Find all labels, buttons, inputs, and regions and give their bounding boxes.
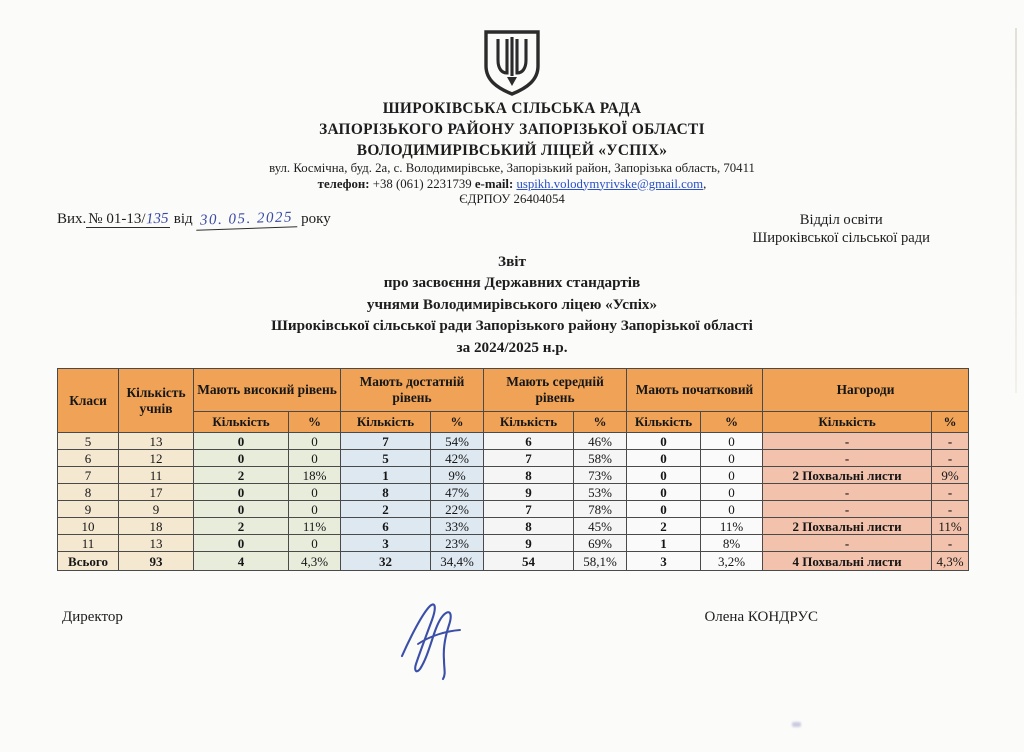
org-name-line: ВОЛОДИМИРІВСЬКИЙ ЛІЦЕЙ «УСПІХ» <box>356 142 668 159</box>
footer-row <box>0 609 1024 626</box>
table-cell: 2 <box>194 467 289 484</box>
table-cell: 45% <box>574 518 627 535</box>
table-cell: 18% <box>289 467 341 484</box>
table-cell: 58% <box>574 450 627 467</box>
table-cell: 11% <box>289 518 341 535</box>
table-cell: 0 <box>701 501 763 518</box>
ref-suffix: року <box>297 210 331 227</box>
scan-edge-artifact <box>1015 28 1017 393</box>
recipient-line: Відділ освіти <box>799 211 883 228</box>
table-cell: 12 <box>119 450 194 467</box>
table-cell: 11% <box>701 518 763 535</box>
column-subheader: % <box>431 412 484 433</box>
table-cell: - <box>932 450 969 467</box>
table-cell: 11 <box>119 467 194 484</box>
table-cell: 4,3% <box>289 552 341 571</box>
table-cell: - <box>763 501 932 518</box>
director-name: Олена КОНДРУС <box>704 609 818 625</box>
column-group-header: Мають високий рівень <box>194 369 341 412</box>
table-cell: 13 <box>119 535 194 552</box>
table-cell: 8 <box>341 484 431 501</box>
table-cell: 11% <box>932 518 969 535</box>
column-subheader: % <box>289 412 341 433</box>
column-group-header: Мають початковий <box>627 369 763 412</box>
table-cell: 47% <box>431 484 484 501</box>
table-cell: 5 <box>341 450 431 467</box>
column-subheader: Кількість <box>763 412 932 433</box>
table-cell: 0 <box>194 501 289 518</box>
table-cell: 0 <box>627 484 701 501</box>
table-row <box>58 484 969 501</box>
table-cell: - <box>932 484 969 501</box>
table-cell: 1 <box>341 467 431 484</box>
contact-line <box>0 177 1024 193</box>
table-cell: 23% <box>431 535 484 552</box>
table-cell: 9 <box>484 535 574 552</box>
table-cell: 11 <box>58 535 119 552</box>
table-cell: 0 <box>627 467 701 484</box>
table-cell: - <box>763 450 932 467</box>
ukraine-trident-emblem <box>481 28 543 98</box>
column-group-header: Мають середній рівень <box>484 369 627 412</box>
table-cell: 73% <box>574 467 627 484</box>
table-cell: 2 <box>341 501 431 518</box>
address-line: вул. Космічна, буд. 2а, с. Володимирівське, Запорізький район, Запорізька область, 70411 <box>269 161 755 175</box>
table-row <box>58 433 969 450</box>
table-cell: 42% <box>431 450 484 467</box>
title-line: Широківської сільської ради Запорізького району Запорізької області <box>271 317 753 334</box>
report-table <box>57 368 969 571</box>
table-cell: 53% <box>574 484 627 501</box>
table-row <box>58 535 969 552</box>
director-signature <box>388 600 480 682</box>
table-header-row <box>58 369 969 412</box>
phone-label: телефон: <box>317 176 370 191</box>
table-cell: 9 <box>484 484 574 501</box>
table-cell: 18 <box>119 518 194 535</box>
table-cell: - <box>763 535 932 552</box>
table-cell: 7 <box>341 433 431 450</box>
table-cell: 0 <box>289 535 341 552</box>
column-group-header: Кількість учнів <box>119 369 194 433</box>
table-cell: 33% <box>431 518 484 535</box>
table-cell: - <box>763 484 932 501</box>
column-group-header: Нагороди <box>763 369 969 412</box>
table-cell: 93 <box>119 552 194 571</box>
table-cell: 78% <box>574 501 627 518</box>
table-cell: 7 <box>58 467 119 484</box>
emblem-wrapper <box>0 28 1024 98</box>
table-cell: - <box>932 501 969 518</box>
table-cell: 4,3% <box>932 552 969 571</box>
table-cell: 0 <box>701 433 763 450</box>
table-cell: 0 <box>627 450 701 467</box>
column-subheader: Кількість <box>194 412 289 433</box>
table-row <box>58 501 969 518</box>
table-cell: 0 <box>701 484 763 501</box>
column-subheader: % <box>701 412 763 433</box>
table-row <box>58 450 969 467</box>
table-cell: 54% <box>431 433 484 450</box>
table-row <box>58 518 969 535</box>
table-cell: 8 <box>484 467 574 484</box>
table-cell: 8% <box>701 535 763 552</box>
table-cell: 2 <box>194 518 289 535</box>
table-cell: 9% <box>932 467 969 484</box>
table-cell: 7 <box>484 501 574 518</box>
recipient-block <box>752 211 930 248</box>
table-cell: 9% <box>431 467 484 484</box>
table-cell: 0 <box>194 484 289 501</box>
edrpou-line: ЄДРПОУ 26404054 <box>459 192 565 206</box>
table-cell: 9 <box>119 501 194 518</box>
column-subheader: Кількість <box>627 412 701 433</box>
ref-typed-number: № 01-13/ <box>88 210 146 227</box>
phone-number: +38 (061) 2231739 <box>372 176 472 191</box>
outgoing-number-line <box>57 208 331 229</box>
table-cell: 54 <box>484 552 574 571</box>
ref-between: від <box>170 210 197 227</box>
handwritten-date: 30. 05. 2025 <box>196 209 298 231</box>
director-label: Директор <box>62 609 123 625</box>
table-cell: 0 <box>289 501 341 518</box>
table-cell: 69% <box>574 535 627 552</box>
table-cell: 0 <box>701 450 763 467</box>
title-line: учнями Володимирівського ліцею «Успіх» <box>366 295 658 313</box>
table-cell: - <box>932 433 969 450</box>
table-cell: - <box>763 433 932 450</box>
table-cell: 10 <box>58 518 119 535</box>
column-group-header: Класи <box>58 369 119 433</box>
column-subheader: % <box>574 412 627 433</box>
table-cell: 2 <box>627 518 701 535</box>
scan-artifact <box>792 722 801 727</box>
table-cell: 0 <box>194 433 289 450</box>
table-cell: 6 <box>58 450 119 467</box>
table-cell: 17 <box>119 484 194 501</box>
table-subheader-row <box>58 412 969 433</box>
table-cell: 8 <box>58 484 119 501</box>
table-cell: 0 <box>627 433 701 450</box>
table-cell: 0 <box>289 450 341 467</box>
table-cell: Всього <box>58 552 119 571</box>
table-cell: 0 <box>289 484 341 501</box>
column-subheader: Кількість <box>484 412 574 433</box>
column-subheader: Кількість <box>341 412 431 433</box>
title-line: Звіт <box>498 252 526 270</box>
table-row <box>58 467 969 484</box>
table-cell: 58,1% <box>574 552 627 571</box>
org-name-line: ШИРОКІВСЬКА СІЛЬСЬКА РАДА <box>382 100 642 117</box>
table-cell: 7 <box>484 450 574 467</box>
recipient-line: Широківської сільської ради <box>752 230 930 246</box>
table-cell: 8 <box>484 518 574 535</box>
email-label: e-mail: <box>474 176 514 191</box>
table-cell: 13 <box>119 433 194 450</box>
column-subheader: % <box>932 412 969 433</box>
email-comma: , <box>703 176 707 191</box>
table-cell: 4 <box>194 552 289 571</box>
table-cell: 0 <box>194 450 289 467</box>
table-cell: 4 Похвальні листи <box>763 552 932 571</box>
table-cell: 34,4% <box>431 552 484 571</box>
table-cell: 3 <box>627 552 701 571</box>
table-cell: 5 <box>58 433 119 450</box>
table-cell: 0 <box>627 501 701 518</box>
title-line: про засвоєння Державних стандартів <box>383 274 641 291</box>
table-cell: 0 <box>194 535 289 552</box>
report-title <box>0 251 1024 359</box>
title-line: за 2024/2025 н.р. <box>456 338 568 356</box>
table-cell: 22% <box>431 501 484 518</box>
email-link[interactable]: uspikh.volodymyrivske@gmail.com <box>516 176 704 191</box>
column-group-header: Мають достатній рівень <box>341 369 484 412</box>
org-name-line: ЗАПОРІЗЬКОГО РАЙОНУ ЗАПОРІЗЬКОЇ ОБЛАСТІ <box>319 121 705 138</box>
table-cell: 3 <box>341 535 431 552</box>
table-cell: 2 Похвальні листи <box>763 518 932 535</box>
table-total-row <box>58 552 969 571</box>
table-cell: 1 <box>627 535 701 552</box>
table-cell: - <box>932 535 969 552</box>
table-cell: 0 <box>289 433 341 450</box>
ref-prefix: Вих. <box>57 210 87 227</box>
table-cell: 9 <box>58 501 119 518</box>
reference-row <box>0 208 1024 249</box>
table-cell: 0 <box>701 467 763 484</box>
table-cell: 6 <box>484 433 574 450</box>
table-cell: 2 Похвальні листи <box>763 467 932 484</box>
table-cell: 6 <box>341 518 431 535</box>
handwritten-number: 135 <box>145 210 169 227</box>
table-cell: 32 <box>341 552 431 571</box>
table-cell: 3,2% <box>701 552 763 571</box>
table-cell: 46% <box>574 433 627 450</box>
